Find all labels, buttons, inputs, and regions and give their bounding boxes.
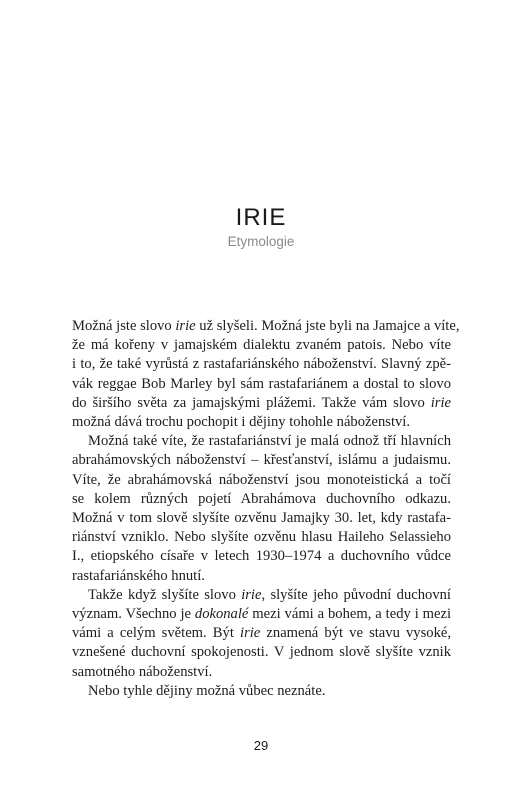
text-line: Víte, že abrahámovská náboženství jsou monoteistická a točí bbox=[72, 471, 451, 488]
paragraph-3 bbox=[72, 586, 451, 682]
text-line: Možná v tom slově slyšíte ozvěnu Jamajky 30. let, kdy rastafa- bbox=[72, 510, 451, 527]
paragraph-4 bbox=[72, 682, 451, 701]
chapter-subtitle: Etymologie bbox=[227, 234, 295, 249]
text-line: I., etiopského císaře v letech 1930–1974 a duchovního vůdce bbox=[72, 548, 451, 565]
chapter-heading bbox=[0, 203, 522, 251]
text-line: vák reggae Bob Marley byl sám rastafariánem a dostal to slovo bbox=[72, 375, 451, 392]
text-line: se kolem různých pojetí Abrahámova duchovního odkazu. bbox=[72, 490, 451, 507]
text-line: vznešené duchovní spokojenosti. V jednom slově slyšíte vznik bbox=[72, 644, 451, 661]
text-line: že má kořeny v jamajském dialektu zvaném patois. Nebo víte bbox=[72, 337, 451, 354]
text-line: do širšího světa za jamajskými plážemi. Takže vám slovo irie bbox=[72, 394, 451, 411]
text-line: i to, že také vyrůstá z rastafariánského náboženství. Slavný zpě- bbox=[72, 356, 451, 373]
text-line: Nebo tyhle dějiny možná vůbec neznáte. bbox=[88, 682, 326, 699]
text-line: riánství vzniklo. Nebo slyšíte ozvěnu hlasu Haileho Selassieho bbox=[72, 529, 451, 546]
text-line: možná dává trochu pochopit i dějiny tohohle náboženství. bbox=[72, 414, 411, 431]
text-line: Možná také víte, že rastafariánství je malá odnož tří hlavních bbox=[88, 433, 451, 450]
text-line: význam. Všechno je dokonalé mezi vámi a bohem, a tedy i mezi bbox=[72, 606, 452, 623]
text-line: vámi a celým světem. Být irie znamená být ve stavu vysoké, bbox=[72, 625, 451, 642]
body-text bbox=[72, 317, 460, 701]
text-line: Takže když slyšíte slovo irie, slyšíte jeho původní duchovní bbox=[88, 586, 451, 603]
text-line: samotného náboženství. bbox=[72, 663, 213, 680]
paragraph-2 bbox=[72, 432, 451, 586]
chapter-title: IRIE bbox=[235, 204, 287, 231]
text-line: Možná jste slovo irie už slyšeli. Možná jste byli na Jamajce a víte, bbox=[72, 318, 460, 334]
paragraph-1 bbox=[72, 317, 460, 432]
page-number: 29 bbox=[253, 738, 269, 753]
text-line: abrahámovských náboženství – křesťanství, islámu a judaismu. bbox=[72, 452, 451, 469]
text-line: rastafariánského hnutí. bbox=[72, 567, 205, 584]
